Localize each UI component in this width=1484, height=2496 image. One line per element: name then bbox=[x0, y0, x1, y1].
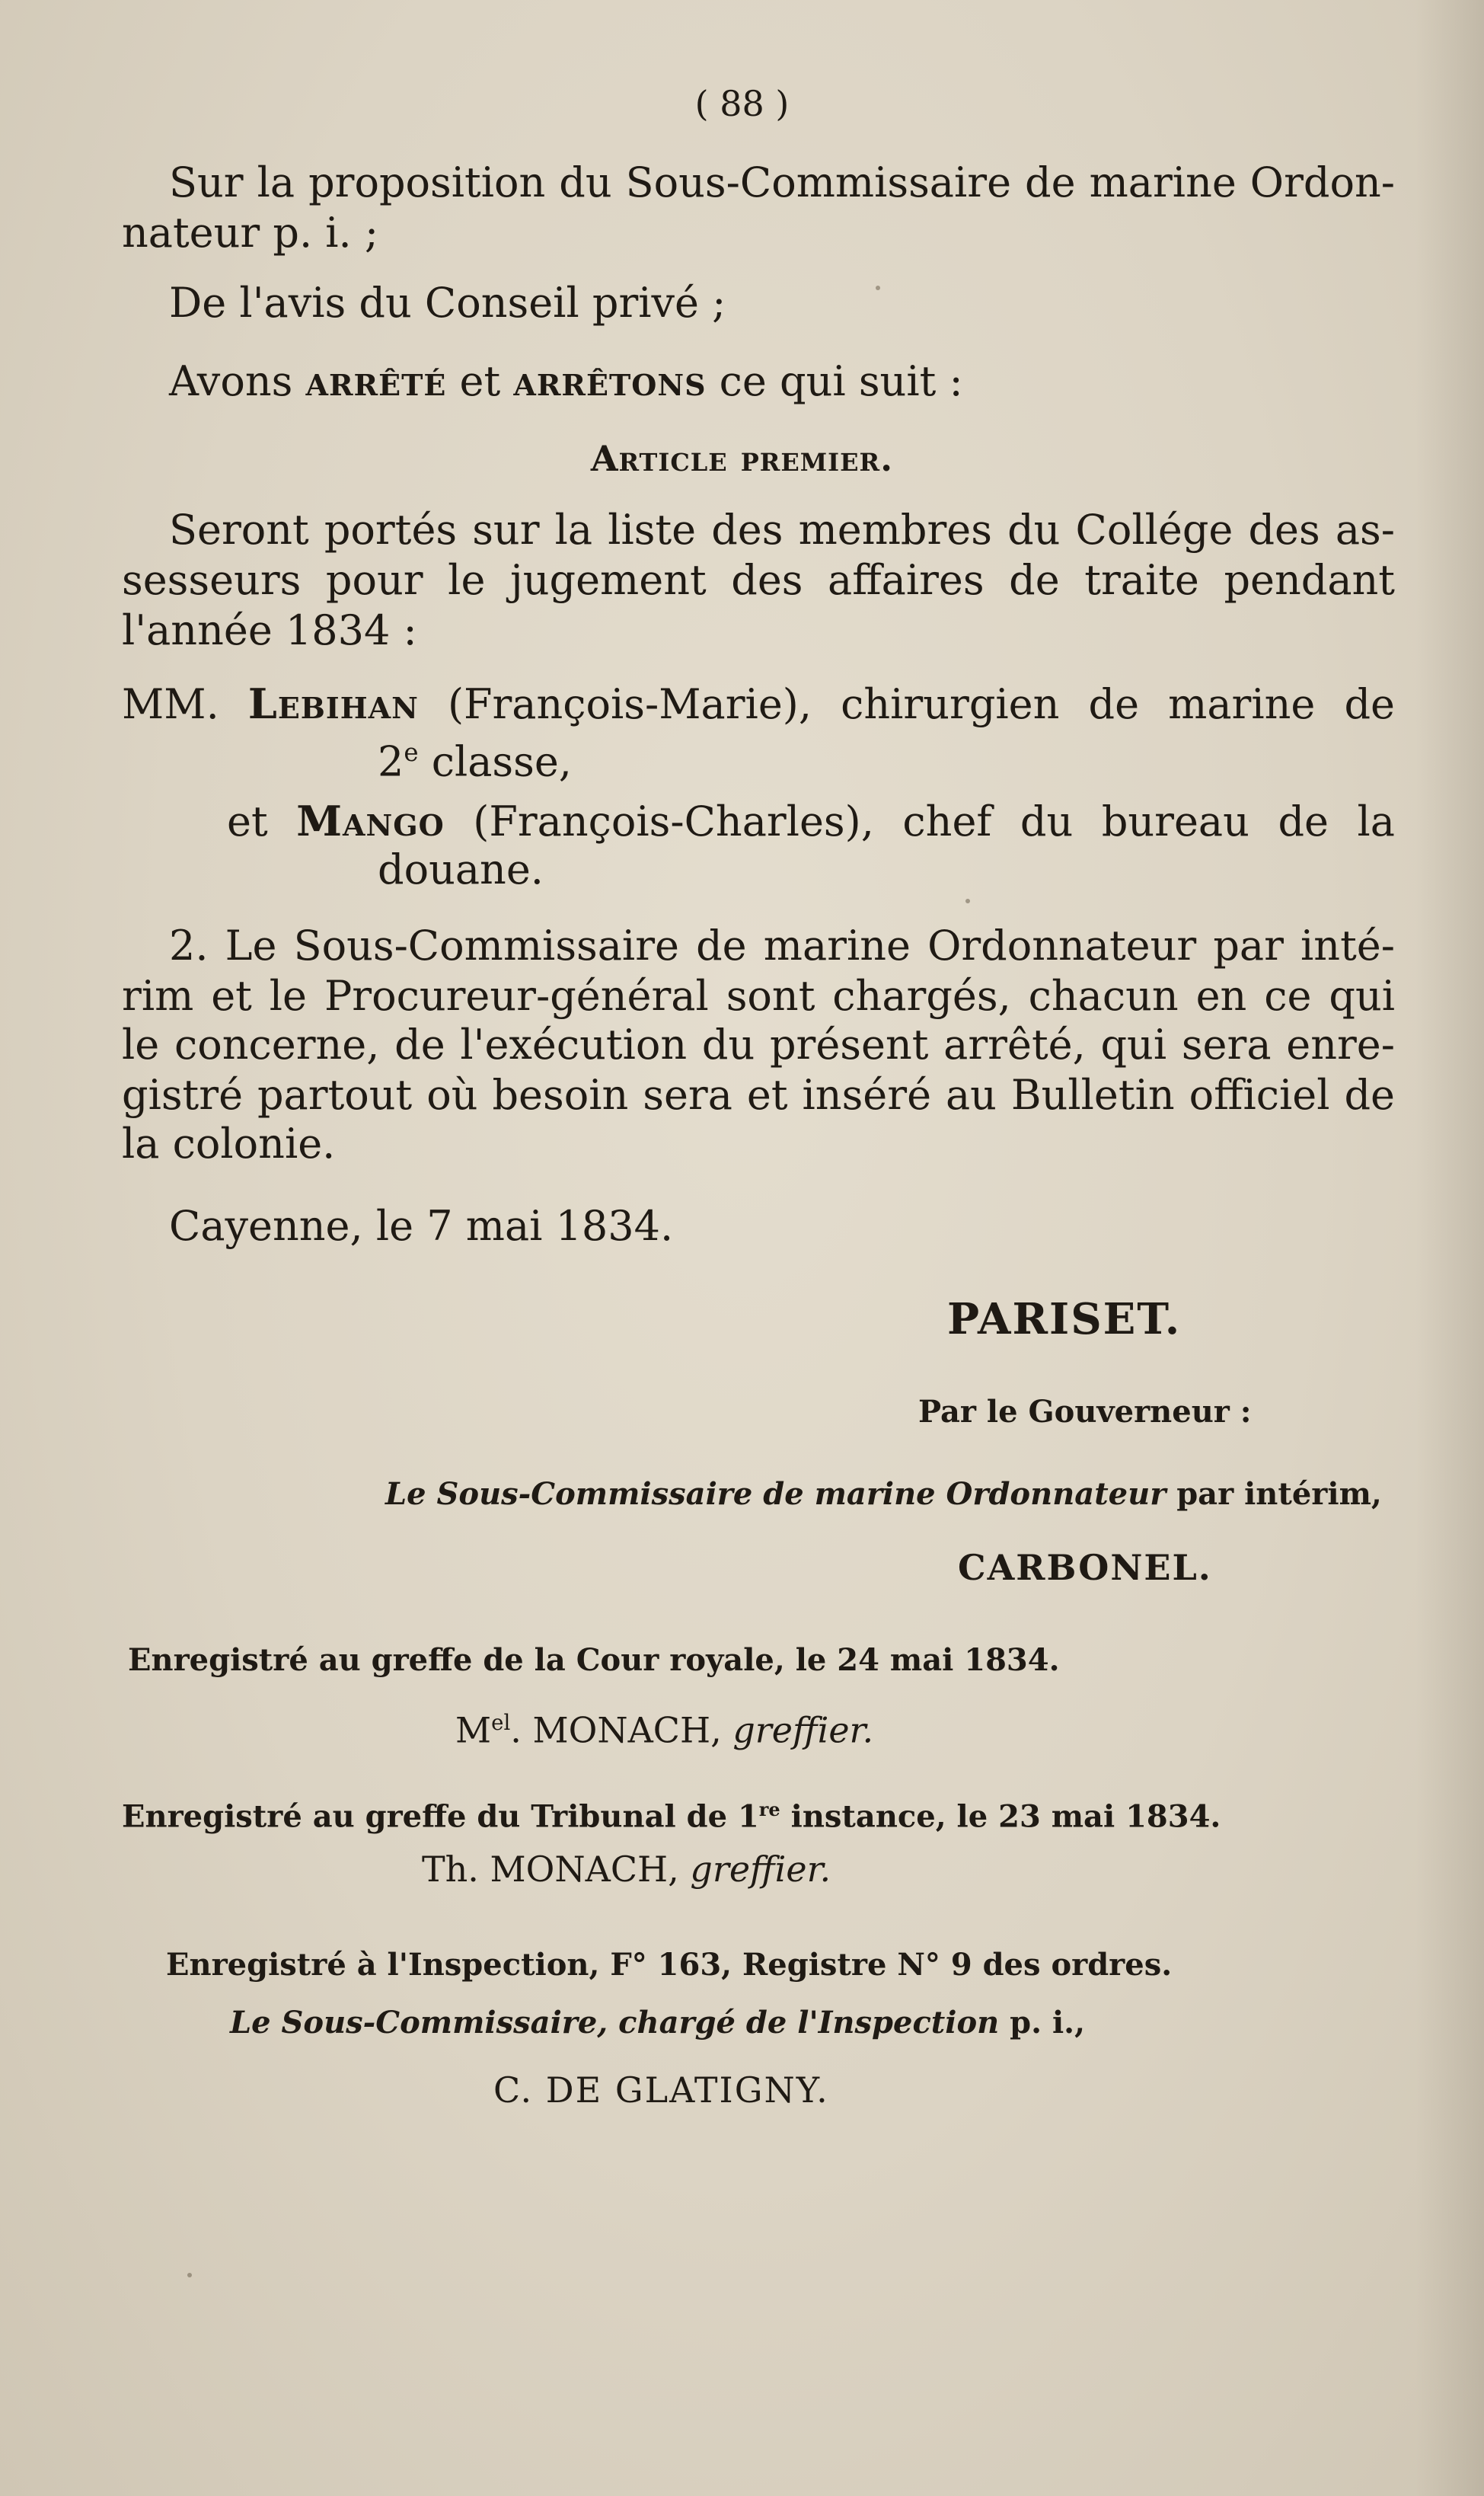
tribunal-text-b: instance, le 23 mai 1834. bbox=[780, 1798, 1221, 1835]
monach1-name: . MONACH, bbox=[510, 1709, 733, 1751]
article1-line-3: l'année 1834 : bbox=[122, 606, 417, 654]
member-lebihan-class-sup: e bbox=[404, 738, 419, 767]
member-lebihan-name: Lebihan bbox=[247, 679, 419, 728]
article2-line-5: la colonie. bbox=[122, 1120, 336, 1168]
member-et-prefix: et bbox=[227, 797, 297, 845]
member-mango-name: Mango bbox=[296, 797, 445, 845]
preamble-line-3: De l'avis du Conseil privé ; bbox=[169, 279, 726, 327]
article-title: Article premier. bbox=[590, 438, 894, 479]
preamble-line-1: Sur la proposition du Sous-Commissaire de marine Ordon- bbox=[169, 158, 1395, 206]
monach1-m: M bbox=[455, 1709, 492, 1751]
preamble-arrete: arrêté bbox=[305, 356, 447, 405]
par-le-gouverneur: Par le Gouverneur : bbox=[918, 1394, 1252, 1430]
member-mm-prefix: MM. bbox=[122, 680, 248, 728]
article2-line-4: gistré partout où besoin sera et inséré au Bulletin officiel de bbox=[122, 1071, 1395, 1119]
member-mango-line-2: douane. bbox=[378, 845, 544, 893]
preamble-line-4 bbox=[169, 356, 963, 406]
monach2-name: Th. MONACH, bbox=[422, 1849, 691, 1890]
article2-line-3: le concerne, de l'exécution du présent arrêté, qui sera enre- bbox=[122, 1021, 1395, 1069]
preamble-avons: Avons bbox=[169, 357, 306, 405]
registration-cour-royale: Enregistré au greffe de la Cour royale, le 24 mai 1834. bbox=[128, 1642, 1060, 1678]
registration-inspection: Enregistré à l'Inspection, F° 163, Registre N° 9 des ordres. bbox=[166, 1947, 1173, 1983]
registration-monach-2 bbox=[422, 1848, 831, 1890]
article2-line-2: rim et le Procureur-général sont chargés, chacun en ce qui bbox=[122, 972, 1395, 1020]
article1-line-1: Seront portés sur la liste des membres du Collége des as- bbox=[169, 506, 1395, 554]
preamble-arretons: arrêtons bbox=[513, 356, 707, 405]
ordonnateur-line bbox=[385, 1475, 1382, 1514]
ordonnateur-roman: par intérim, bbox=[1166, 1476, 1382, 1512]
member-lebihan-line-2 bbox=[378, 728, 572, 786]
article2-line-1: 2. Le Sous-Commissaire de marine Ordonnateur par inté- bbox=[169, 922, 1395, 970]
inspection-role-roman: p. i., bbox=[999, 2005, 1086, 2041]
date-line: Cayenne, le 7 mai 1834. bbox=[169, 1202, 674, 1250]
signature-glatigny: C. DE GLATIGNY. bbox=[493, 2069, 829, 2111]
preamble-line-2: nateur p. i. ; bbox=[122, 209, 379, 257]
member-mango-line-1 bbox=[227, 797, 1395, 846]
signature-pariset: PARISET. bbox=[947, 1294, 1182, 1344]
registration-inspection-role bbox=[230, 2003, 1085, 2043]
tribunal-sup: re bbox=[758, 1798, 780, 1820]
tribunal-text-a: Enregistré au greffe du Tribunal de 1 bbox=[122, 1798, 759, 1835]
signature-carbonel: CARBONEL. bbox=[958, 1547, 1212, 1588]
article1-line-2: sesseurs pour le jugement des affaires de traite pendant bbox=[122, 556, 1395, 604]
monach1-role: greffier. bbox=[732, 1709, 874, 1751]
member-lebihan-class-text: classe, bbox=[418, 737, 572, 786]
paper-speck bbox=[187, 2273, 192, 2277]
member-lebihan-rest: (François-Marie), chirurgien de marine de bbox=[418, 680, 1395, 728]
member-lebihan-line-1 bbox=[122, 679, 1395, 729]
member-mango-rest: (François-Charles), chef du bureau de la bbox=[444, 797, 1395, 845]
paper-speck bbox=[965, 899, 970, 903]
member-lebihan-class-number: 2 bbox=[378, 737, 404, 786]
ordonnateur-italic: Le Sous-Commissaire de marine Ordonnateur bbox=[385, 1476, 1166, 1512]
registration-monach-1 bbox=[455, 1702, 873, 1752]
monach2-role: greffier. bbox=[690, 1849, 831, 1890]
registration-tribunal bbox=[122, 1790, 1221, 1836]
preamble-et: et bbox=[446, 357, 514, 405]
page-edge-shadow bbox=[1415, 0, 1484, 2496]
inspection-role-italic: Le Sous-Commissaire, chargé de l'Inspection bbox=[230, 2005, 1000, 2041]
preamble-ce-qui-suit: ce qui suit : bbox=[706, 357, 963, 405]
paper-speck bbox=[876, 286, 880, 290]
page-number: ( 88 ) bbox=[694, 83, 790, 124]
monach1-sup: el bbox=[491, 1710, 511, 1735]
